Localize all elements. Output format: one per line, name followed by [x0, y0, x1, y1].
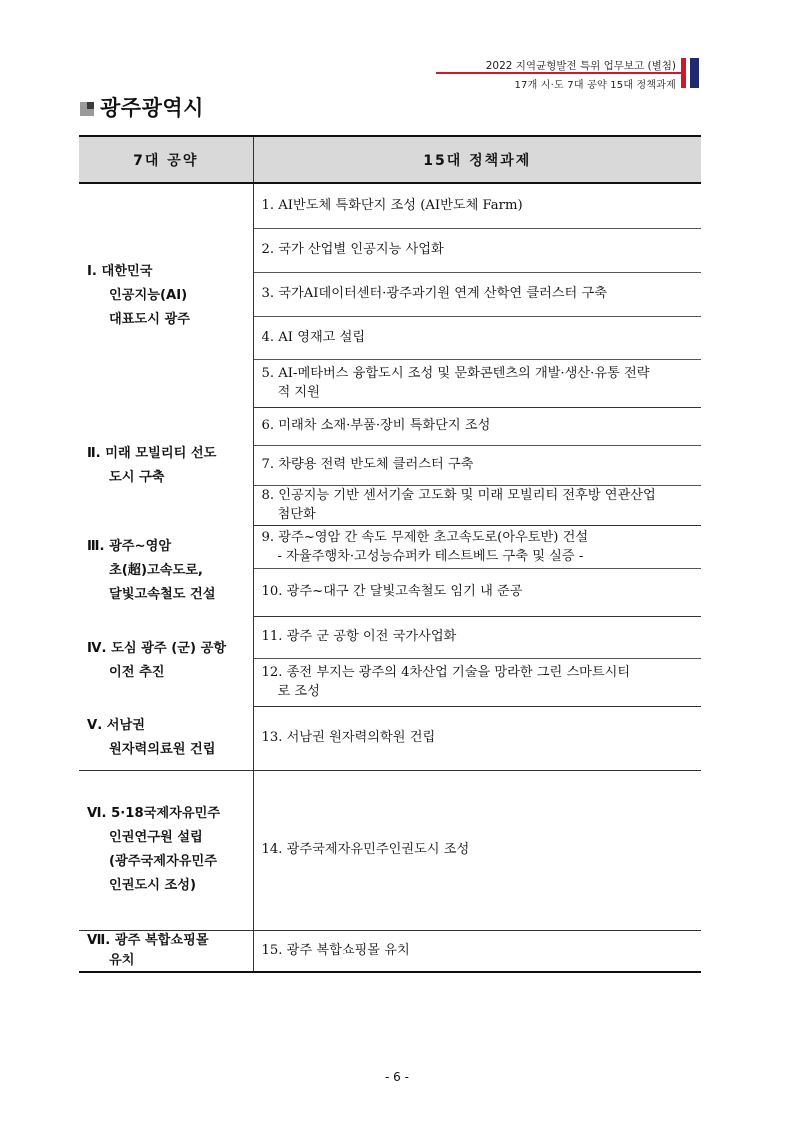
pledge-line: 도시 구축: [109, 470, 165, 485]
task-text: 9. 광주~영암 간 속도 무제한 초고속도로(아우토반) 건설: [261, 529, 589, 545]
task-cell: [253, 658, 701, 706]
pledge-line: (광주국제자유민주: [109, 854, 217, 869]
pledge-cell-4: [79, 616, 253, 706]
pledge-line: 원자력의료원 건립: [109, 741, 216, 757]
header-subtitle: 17개 시·도 7대 공약 15대 정책과제: [514, 80, 676, 91]
square-bullet-icon: [80, 102, 94, 116]
task-cell: [253, 568, 701, 616]
table-row: [79, 770, 701, 930]
task-text: 10. 광주~대구 간 달빛고속철도 임기 내 준공: [261, 584, 523, 599]
task-cell: [253, 485, 701, 525]
pledge-line: Ⅰ. 대한민국: [87, 263, 153, 279]
task-cell: [253, 359, 701, 407]
header-report-title: 2022 지역균형발전 특위 업무보고 (별첨): [485, 60, 676, 72]
task-cell: [253, 930, 701, 972]
section-heading: [80, 92, 204, 122]
pledge-cell-3: [79, 525, 253, 616]
task-text-continued: 첨단화: [277, 507, 316, 522]
task-text: 14. 광주국제자유민주인권도시 조성: [261, 842, 470, 857]
task-text: 11. 광주 군 공항 이전 국가사업화: [261, 629, 457, 644]
page-number: - 6 -: [385, 1070, 409, 1084]
pledge-line: Ⅵ. 5·18국제자유민주: [87, 806, 221, 821]
task-cell: [253, 228, 701, 272]
table-row: [79, 407, 701, 445]
pledge-line: 달빛고속철도 건설: [109, 586, 216, 602]
task-text: 15. 광주 복합쇼핑몰 유치: [261, 942, 410, 958]
header-red-rule: [436, 72, 682, 74]
table-header-row: [79, 136, 701, 183]
task-text: 2. 국가 산업별 인공지능 사업화: [261, 242, 444, 257]
task-cell: [253, 616, 701, 658]
pledge-line: 인공지능(AI): [109, 287, 188, 303]
task-cell: [253, 525, 701, 568]
header-navy-bar: [690, 58, 699, 88]
task-cell: [253, 445, 701, 485]
task-text-continued: - 자율주행차·고성능슈퍼카 테스트베드 구축 및 실증 -: [277, 548, 584, 564]
task-text: 5. AI-메타버스 융합도시 조성 및 문화콘텐츠의 개발·생산·유통 전략: [261, 366, 650, 381]
task-cell: [253, 706, 701, 770]
table-row: [79, 930, 701, 972]
task-cell: [253, 316, 701, 359]
pledge-cell-2: [79, 407, 253, 525]
pledge-line: 인권도시 조성): [109, 878, 197, 893]
pledge-cell-5: [79, 706, 253, 770]
pledge-line: Ⅶ. 광주 복합쇼핑몰: [87, 932, 209, 948]
table-row: [79, 706, 701, 770]
table-row: [79, 183, 701, 228]
pledge-line: Ⅲ. 광주~영암: [87, 538, 172, 554]
task-cell: [253, 272, 701, 316]
task-text: 4. AI 영재고 설립: [261, 329, 366, 345]
pledge-line: Ⅱ. 미래 모빌리티 선도: [87, 446, 217, 461]
task-text: 1. AI반도체 특화단지 조성 (AI반도체 Farm): [261, 197, 523, 213]
section-title: 광주광역시: [100, 96, 204, 120]
pledge-line: 인권연구원 설립: [109, 830, 203, 845]
pledge-line: 이전 추진: [109, 665, 165, 680]
task-text: 6. 미래차 소재·부품·장비 특화단지 조성: [261, 418, 491, 433]
column-header-pledges: 7대 공약: [79, 136, 253, 183]
pledge-cell-1: [79, 183, 253, 407]
task-cell: [253, 183, 701, 228]
task-cell: [253, 770, 701, 930]
task-cell: [253, 407, 701, 445]
pledge-line: 유치: [109, 952, 135, 968]
task-text: 8. 인공지능 기반 센서기술 고도화 및 미래 모빌리티 전후방 연관산업: [261, 488, 656, 503]
task-text: 12. 종전 부지는 광주의 4차산업 기술을 망라한 그린 스마트시티: [261, 665, 631, 680]
column-header-tasks: 15대 정책과제: [253, 136, 701, 183]
table-row: [79, 616, 701, 658]
task-text: 7. 차량용 전력 반도체 클러스터 구축: [261, 457, 474, 472]
page-header: [0, 0, 794, 100]
task-text-continued: 적 지원: [277, 385, 320, 400]
header-red-bar: [681, 58, 686, 88]
task-text: 13. 서남권 원자력의학원 건립: [261, 730, 436, 745]
pledge-line: Ⅳ. 도심 광주 (군) 공항: [87, 641, 227, 656]
table-row: [79, 525, 701, 568]
task-text: 3. 국가AI데이터센터·광주과기원 연계 산학연 클러스터 구축: [261, 286, 607, 301]
pledge-line: Ⅴ. 서남권: [87, 717, 146, 733]
pledge-line: 대표도시 광주: [109, 311, 191, 327]
pledge-line: 초(超)고속도로,: [109, 562, 203, 578]
policy-table: [79, 135, 701, 973]
task-text-continued: 로 조성: [277, 684, 320, 699]
pledge-cell-6: [79, 770, 253, 930]
pledge-cell-7: [79, 930, 253, 972]
